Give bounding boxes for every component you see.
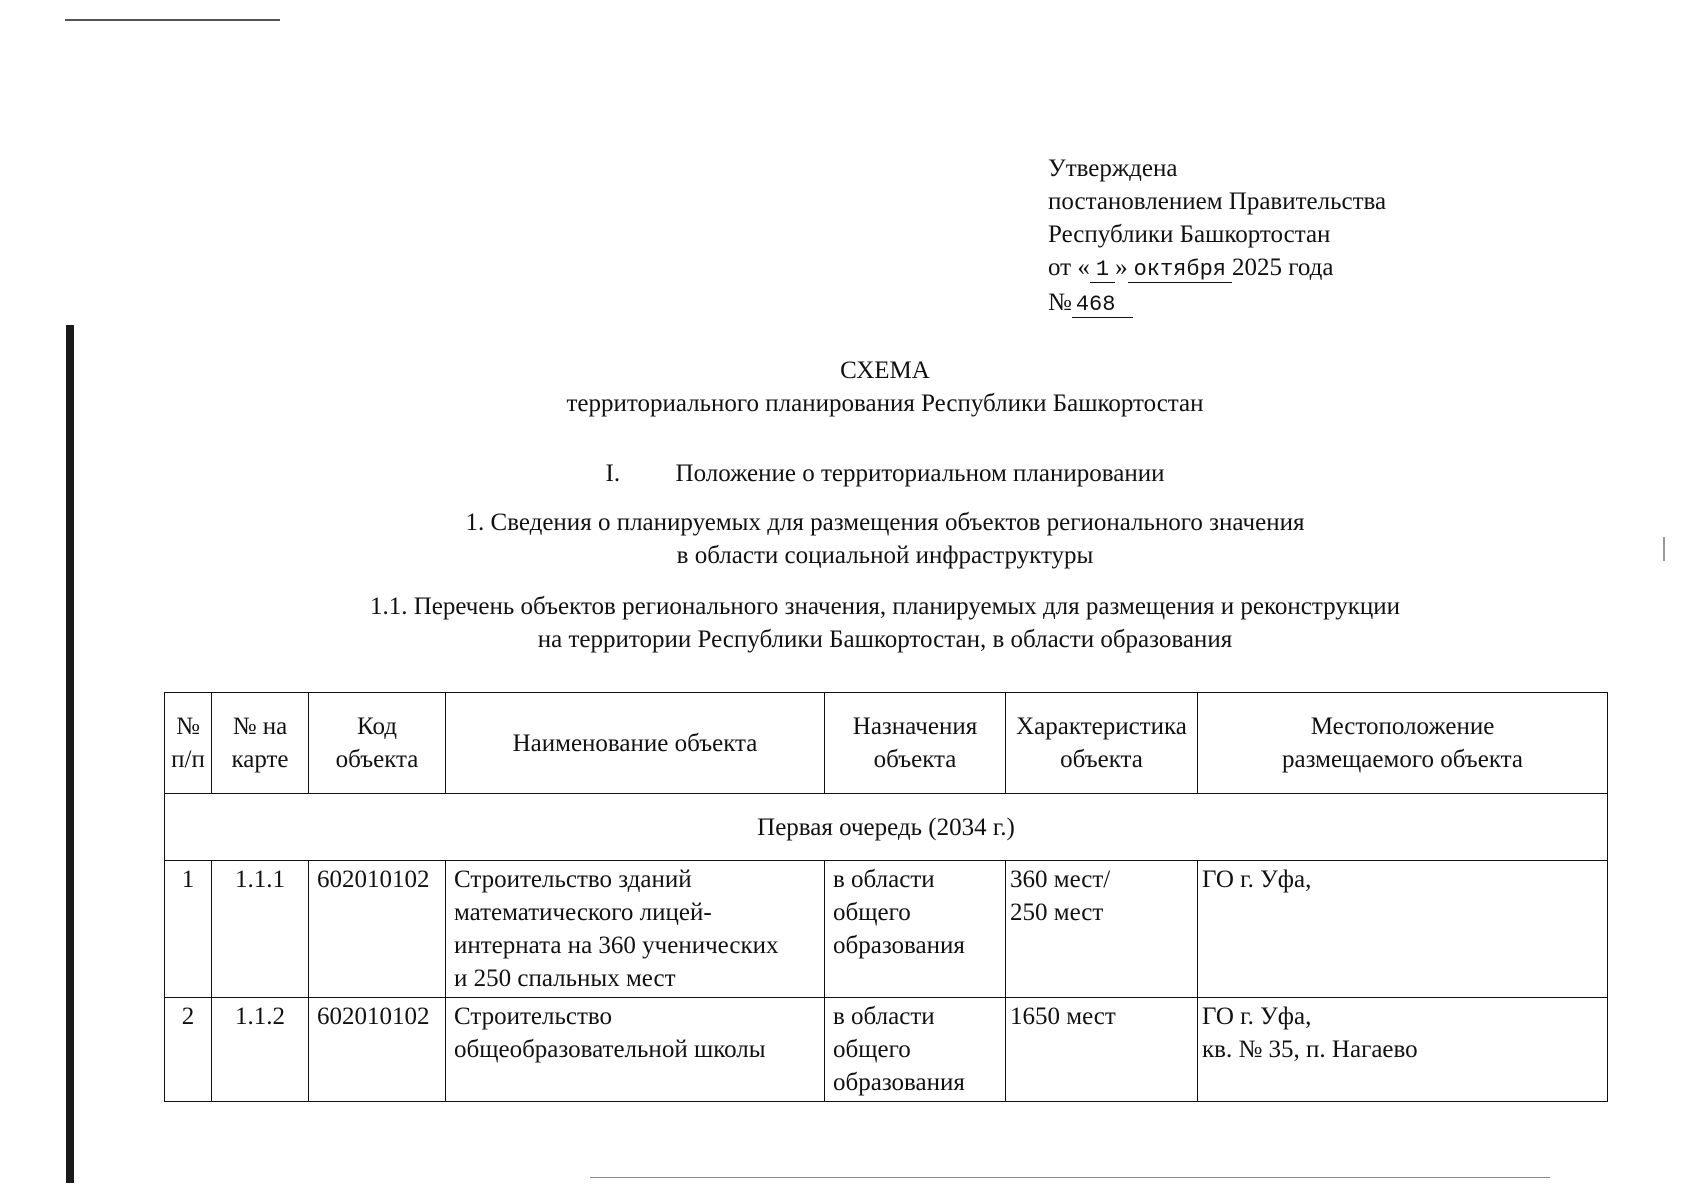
cell-line: математического лицей- xyxy=(454,899,712,926)
table-header-row xyxy=(165,693,1608,794)
cell-purpose xyxy=(825,861,1006,998)
cell-line: ГО г. Уфа, xyxy=(1202,1003,1312,1030)
cell-line: Строительство xyxy=(454,1003,613,1030)
approval-stamp xyxy=(1048,152,1386,321)
heading-line: 1. Сведения о планируемых для размещения объектов регионального значения xyxy=(465,509,1305,536)
cell-line: 1650 мест xyxy=(1010,1003,1116,1030)
approval-number xyxy=(1048,286,1386,321)
header-characteristic xyxy=(1006,693,1198,794)
header-text: карте xyxy=(231,746,289,773)
heading-line: 1.1. Перечень объектов регионального значения, планируемых для размещения и реконструкции xyxy=(369,593,1401,620)
scan-artifact-edge xyxy=(66,325,74,1183)
cell-characteristic xyxy=(1006,998,1198,1102)
cell-line: Строительство зданий xyxy=(454,866,692,893)
table-row xyxy=(165,861,1608,998)
cell-map-no: 1.1.1 xyxy=(212,861,309,998)
header-text: размещаемого объекта xyxy=(1282,746,1523,773)
heading-1-1 xyxy=(0,590,1697,656)
cell-line: образования xyxy=(833,1069,965,1096)
header-text: объекта xyxy=(1060,746,1143,773)
date-month: октября xyxy=(1128,257,1232,283)
header-num xyxy=(165,693,212,794)
cell-map-no: 1.1.2 xyxy=(212,998,309,1102)
cell-line: 360 мест/ xyxy=(1010,866,1111,893)
header-name xyxy=(446,693,825,794)
scan-artifact-line xyxy=(590,1177,1550,1178)
approval-date xyxy=(1048,251,1386,286)
cell-purpose xyxy=(825,998,1006,1102)
header-code xyxy=(309,693,446,794)
cell-line: и 250 спальных мест xyxy=(454,965,676,992)
section-number: I. xyxy=(605,460,621,487)
cell-line: в области xyxy=(833,866,935,893)
header-text: объекта xyxy=(335,746,419,773)
queue-row xyxy=(165,794,1608,861)
date-prefix: от « xyxy=(1048,254,1090,281)
cell-line: общего xyxy=(833,1036,911,1063)
cell-location xyxy=(1198,861,1608,998)
cell-line: интерната на 360 ученических xyxy=(454,932,779,959)
cell-line: ГО г. Уфа, xyxy=(1202,866,1312,893)
header-text: № на xyxy=(232,713,288,740)
cell-line: общего xyxy=(833,899,911,926)
heading-line: на территории Республики Башкортостан, в области образования xyxy=(537,626,1233,653)
cell-name xyxy=(446,998,825,1102)
cell-line: 250 мест xyxy=(1010,899,1104,926)
cell-line: кв. № 35, п. Нагаево xyxy=(1202,1036,1418,1063)
cell-characteristic xyxy=(1006,861,1198,998)
table-row xyxy=(165,998,1608,1102)
document-subtitle: территориального планирования Республики Башкортостан xyxy=(566,390,1204,417)
cell-num: 1 xyxy=(165,861,212,998)
header-text: Наименование объекта xyxy=(512,729,758,757)
cell-num: 2 xyxy=(165,998,212,1102)
heading-1 xyxy=(0,506,1697,572)
date-day: 1 xyxy=(1090,257,1115,283)
header-text: Назначения xyxy=(852,713,978,740)
document-title: СХЕМА xyxy=(840,357,930,384)
cell-code: 602010102 xyxy=(309,998,446,1102)
date-year: 2025 года xyxy=(1231,254,1334,281)
cell-line: в области xyxy=(833,1003,935,1030)
number-value: 468 xyxy=(1072,292,1134,318)
cell-name xyxy=(446,861,825,998)
heading-line: в области социальной инфраструктуры xyxy=(676,542,1094,569)
objects-table xyxy=(164,692,1608,1102)
cell-code: 602010102 xyxy=(309,861,446,998)
cell-location xyxy=(1198,998,1608,1102)
queue-label: Первая очередь (2034 г.) xyxy=(165,794,1608,861)
header-text: объекта xyxy=(873,746,957,773)
header-text: п/п xyxy=(171,746,205,773)
scan-artifact-line xyxy=(65,19,280,21)
date-day-close: » xyxy=(1115,254,1128,281)
section-heading xyxy=(0,457,1697,490)
header-purpose xyxy=(825,693,1006,794)
header-text: Местоположение xyxy=(1310,713,1495,740)
number-prefix: № xyxy=(1048,289,1072,316)
section-title: Положение о территориальном планировании xyxy=(675,460,1165,487)
header-text: № xyxy=(176,713,200,740)
header-map-no xyxy=(212,693,309,794)
header-location xyxy=(1198,693,1608,794)
approval-line: Утверждена xyxy=(1048,155,1178,182)
header-text: Характеристика xyxy=(1016,713,1187,740)
header-text: Код xyxy=(357,713,397,740)
cell-line: образования xyxy=(833,932,965,959)
approval-line: Республики Башкортостан xyxy=(1048,221,1331,248)
approval-line: постановлением Правительства xyxy=(1048,188,1387,215)
cell-line: общеобразовательной школы xyxy=(454,1036,766,1063)
